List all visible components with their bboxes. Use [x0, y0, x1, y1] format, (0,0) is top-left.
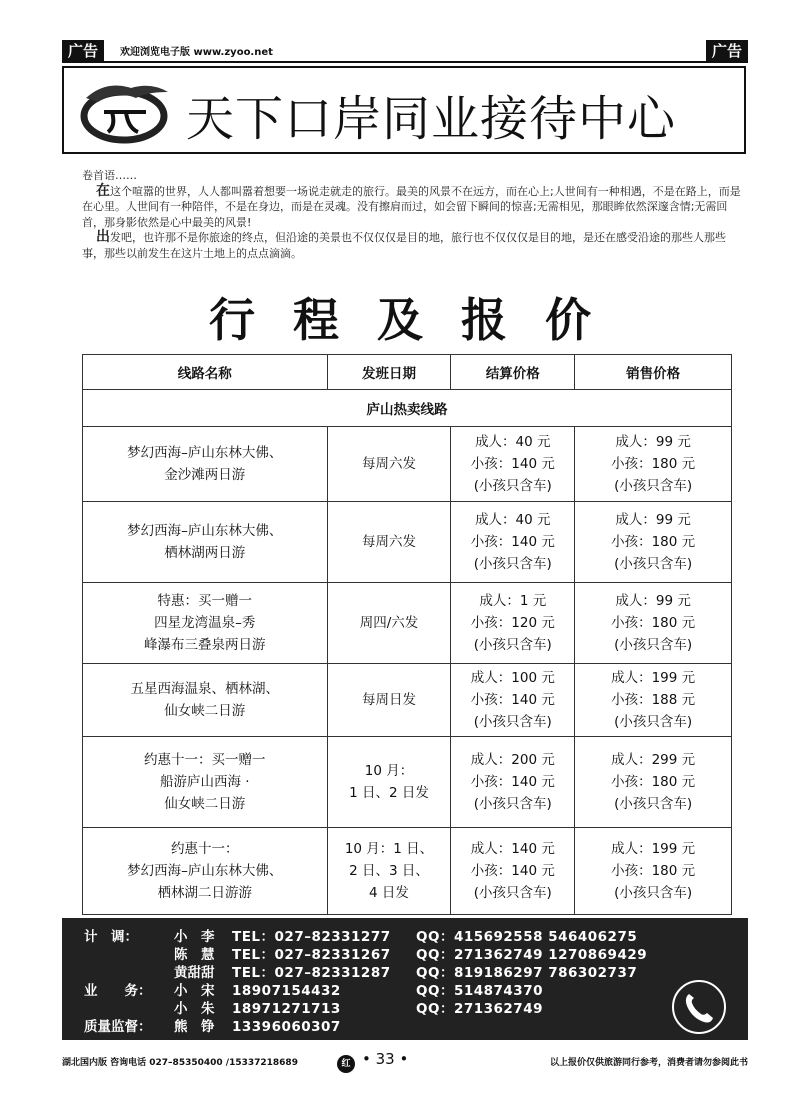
settle-price-cell-line: (小孩只含车)	[473, 714, 552, 730]
ad-label-right: 广告	[706, 40, 748, 62]
footer-right: 以上报价仅供旅游同行参考，消费者请勿参阅此书	[549, 1058, 748, 1068]
settle-price-cell	[451, 737, 575, 828]
date-cell-line: 1 日、2 日发	[349, 785, 429, 801]
route-cell-line: 梦幻西海–庐山东林大佛、	[127, 445, 283, 461]
contact-name: 小 宋	[174, 983, 215, 999]
table-row	[83, 737, 732, 828]
ad-label-left: 广告	[62, 40, 104, 62]
sale-price-cell-line: 成人：99 元	[615, 434, 691, 450]
settle-price-cell-line: 小孩：120 元	[470, 615, 555, 631]
footer-badge: 红	[337, 1055, 355, 1073]
date-cell-line: 每周日发	[362, 692, 416, 708]
dragon-logo-icon	[76, 78, 176, 146]
contact-role: 业 务：	[84, 983, 152, 999]
sale-price-cell	[575, 737, 732, 828]
intro-paragraph-2: 出发吧，也许那不是你旅途的终点，但沿途的美景也不仅仅仅是目的地，旅行也不仅仅仅是目的地，是还在感受沿途的那些人那些事，那些以前发生在这片土地上的点点滴滴。	[82, 229, 726, 260]
route-cell	[83, 737, 328, 828]
sale-price-cell-line: 小孩：180 元	[611, 774, 696, 790]
sale-price-cell-line: 成人：199 元	[611, 670, 696, 686]
sale-price-cell-line: (小孩只含车)	[614, 796, 693, 812]
contact-name: 熊 铮	[174, 1019, 215, 1035]
settle-price-cell	[451, 502, 575, 583]
route-cell-line: 梦幻西海–庐山东林大佛、	[127, 523, 283, 539]
settle-price-cell-line: 成人：100 元	[470, 670, 555, 686]
date-cell-line: 每周六发	[362, 456, 416, 472]
intro-lead: 卷首语……	[82, 169, 137, 182]
date-cell	[327, 583, 451, 664]
date-cell-line: 周四/六发	[359, 615, 419, 631]
route-cell-line: 约惠十一：买一赠一	[144, 752, 266, 768]
header-settle-price: 结算价格	[451, 355, 575, 390]
top-strip	[62, 40, 748, 62]
route-cell-line: 仙女峡二日游	[164, 796, 246, 812]
top-divider	[62, 61, 748, 63]
contact-phone: TEL：027–82331287	[232, 965, 391, 981]
contact-phone: TEL：027–82331267	[232, 947, 391, 963]
sale-price-cell-line: 小孩：180 元	[611, 534, 696, 550]
contact-name: 陈 慧	[174, 947, 215, 963]
intro-section	[82, 168, 742, 261]
date-cell-line: 2 日、3 日、	[349, 863, 429, 879]
route-cell-line: 峰瀑布三叠泉两日游	[144, 637, 266, 653]
route-cell-line: 四星龙湾温泉–秀	[154, 615, 256, 631]
settle-price-cell-line: 小孩：140 元	[470, 863, 555, 879]
welcome-text: 欢迎浏览电子版 www.zyoo.net	[120, 47, 273, 58]
settle-price-cell	[451, 664, 575, 737]
header-route: 线路名称	[83, 355, 328, 390]
price-table	[82, 354, 732, 915]
date-cell	[327, 502, 451, 583]
settle-price-cell-line: 成人：40 元	[475, 512, 551, 528]
settle-price-cell-line: 小孩：140 元	[470, 774, 555, 790]
route-cell-line: 栖林湖二日游游	[157, 885, 253, 901]
sale-price-cell	[575, 427, 732, 502]
route-cell-line: 金沙滩两日游	[164, 467, 246, 483]
date-cell	[327, 427, 451, 502]
sale-price-cell-line: 小孩：188 元	[611, 692, 696, 708]
banner-title: 天下口岸同业接待中心	[186, 91, 677, 147]
route-cell-line: 梦幻西海–庐山东林大佛、	[127, 863, 283, 879]
table-row	[83, 664, 732, 737]
route-cell	[83, 583, 328, 664]
sale-price-cell-line: 小孩：180 元	[611, 863, 696, 879]
sale-price-cell	[575, 502, 732, 583]
footer-left: 湖北国内版 咨询电话 027–85350400 /15337218689	[62, 1058, 298, 1068]
date-cell-line: 每周六发	[362, 534, 416, 550]
contact-phone: 13396060307	[232, 1019, 341, 1035]
sale-price-cell-line: 成人：199 元	[611, 841, 696, 857]
contact-name: 小 李	[174, 929, 215, 945]
settle-price-cell-line: (小孩只含车)	[473, 478, 552, 494]
route-cell-line: 栖林湖两日游	[164, 545, 246, 561]
sale-price-cell-line: 小孩：180 元	[611, 615, 696, 631]
sale-price-cell-line: (小孩只含车)	[614, 637, 693, 653]
header-date: 发班日期	[327, 355, 451, 390]
contact-panel	[62, 918, 748, 1040]
table-row	[83, 502, 732, 583]
contact-qq: QQ：271362749 1270869429	[416, 947, 648, 963]
category-label: 庐山热卖线路	[83, 390, 732, 427]
contact-qq: QQ：514874370	[416, 983, 543, 999]
contact-phone: 18907154432	[232, 983, 341, 999]
contact-qq: QQ：271362749	[416, 1001, 543, 1017]
settle-price-cell-line: 小孩：140 元	[470, 534, 555, 550]
settle-price-cell-line: 成人：40 元	[475, 434, 551, 450]
banner	[62, 66, 746, 154]
sale-price-cell	[575, 828, 732, 915]
settle-price-cell-line: 成人：140 元	[470, 841, 555, 857]
route-cell-line: 特惠：买一赠一	[157, 593, 253, 609]
route-cell	[83, 828, 328, 915]
table-row	[83, 583, 732, 664]
intro-paragraph-1: 在这个喧嚣的世界，人人都叫嚣着想要一场说走就走的旅行。最美的风景不在远方，而在心上;人世间有一种相遇，不是在路上，而是在心里。人世间有一种陪伴，不是在身边，而是在灵魂。没有擦肩而过，如会留下瞬间的惊喜;无需相见，那眼眸依然深邃含情;无需回首，那身影依然是心中最美的风景!	[82, 182, 741, 229]
date-cell-line: 4 日发	[369, 885, 409, 901]
sale-price-cell	[575, 664, 732, 737]
settle-price-cell-line: 小孩：140 元	[470, 692, 555, 708]
contact-name: 黄甜甜	[174, 965, 215, 981]
settle-price-cell	[451, 427, 575, 502]
table-header-row	[83, 355, 732, 390]
settle-price-cell-line: (小孩只含车)	[473, 556, 552, 572]
sale-price-cell-line: 成人：99 元	[615, 512, 691, 528]
settle-price-cell-line: 成人：1 元	[479, 593, 547, 609]
sale-price-cell-line: 成人：99 元	[615, 593, 691, 609]
settle-price-cell-line: 成人：200 元	[470, 752, 555, 768]
contact-role: 计 调：	[84, 929, 138, 945]
phone-icon	[672, 980, 726, 1034]
contact-phone: 18971271713	[232, 1001, 341, 1017]
contact-qq: QQ：415692558 546406275	[416, 929, 638, 945]
settle-price-cell-line: (小孩只含车)	[473, 885, 552, 901]
route-cell-line: 仙女峡二日游	[164, 703, 246, 719]
sale-price-cell-line: (小孩只含车)	[614, 714, 693, 730]
route-cell-line: 约惠十一：	[171, 841, 239, 857]
footer	[62, 1052, 748, 1070]
date-cell	[327, 737, 451, 828]
contact-phone: TEL：027–82331277	[232, 929, 391, 945]
route-cell	[83, 664, 328, 737]
settle-price-cell	[451, 583, 575, 664]
section-title: 行程及报价	[209, 293, 629, 347]
sale-price-cell-line: (小孩只含车)	[614, 556, 693, 572]
date-cell	[327, 664, 451, 737]
settle-price-cell-line: 小孩：140 元	[470, 456, 555, 472]
sale-price-cell-line: (小孩只含车)	[614, 478, 693, 494]
contact-name: 小 朱	[174, 1001, 215, 1017]
table-row	[83, 828, 732, 915]
settle-price-cell	[451, 828, 575, 915]
contact-qq: QQ：819186297 786302737	[416, 965, 638, 981]
table-row	[83, 427, 732, 502]
route-cell	[83, 427, 328, 502]
page-number: • 33 •	[362, 1050, 409, 1068]
contact-role: 质量监督：	[84, 1019, 152, 1035]
sale-price-cell-line: 成人：299 元	[611, 752, 696, 768]
header-sale-price: 销售价格	[575, 355, 732, 390]
sale-price-cell-line: 小孩：180 元	[611, 456, 696, 472]
settle-price-cell-line: (小孩只含车)	[473, 796, 552, 812]
category-row	[83, 390, 732, 427]
date-cell-line: 10 月：	[364, 763, 414, 779]
date-cell	[327, 828, 451, 915]
settle-price-cell-line: (小孩只含车)	[473, 637, 552, 653]
date-cell-line: 10 月：1 日、	[344, 841, 434, 857]
sale-price-cell-line: (小孩只含车)	[614, 885, 693, 901]
route-cell-line: 五星西海温泉、栖林湖、	[130, 681, 280, 697]
route-cell-line: 船游庐山西海 ·	[160, 774, 250, 790]
route-cell	[83, 502, 328, 583]
sale-price-cell	[575, 583, 732, 664]
